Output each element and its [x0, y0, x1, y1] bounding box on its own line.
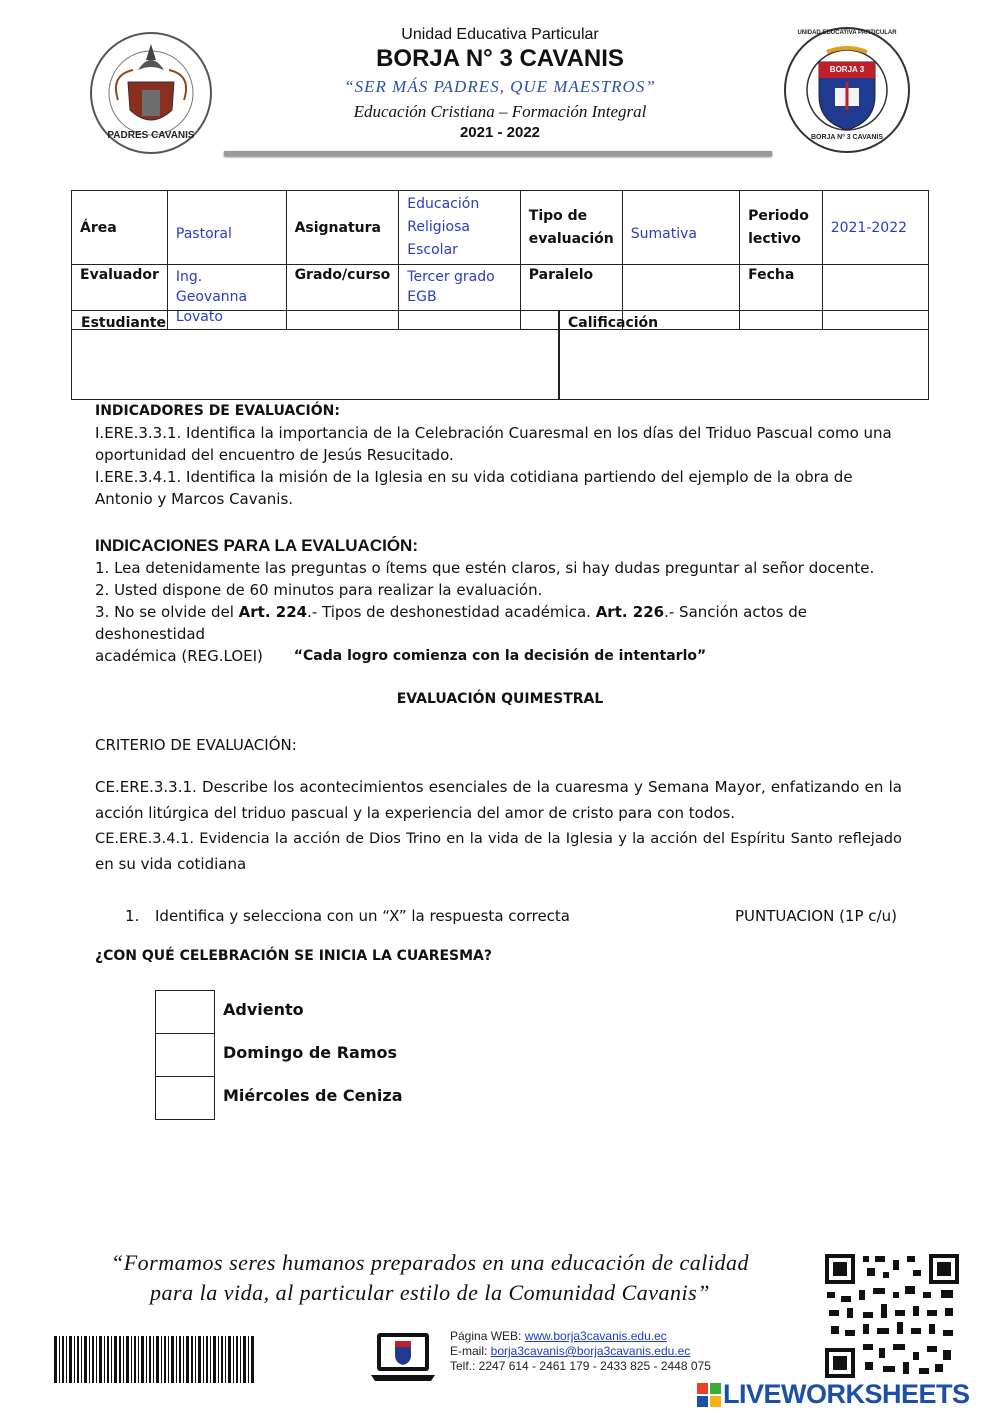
subject-value-cell [399, 191, 520, 265]
student-box[interactable] [71, 310, 559, 400]
footer-slogan-line-1: “Formamos seres humanos preparados en una educación de calidad [111, 1250, 749, 1275]
indicator-1-line-1: I.ERE.3.3.1. Identifica la importancia de la Celebración Cuaresmal en los días del Triduo Pascual como una [95, 424, 892, 442]
option-miercoles-de-ceniza-checkbox[interactable] [155, 1076, 215, 1120]
eval-type-value-cell [622, 191, 739, 265]
right-seal-bottom-text: BORJA Nº 3 CAVANIS [810, 134, 884, 141]
indicator-1-line-2: oportunidad del encuentro de Jesús Resucitado. [95, 446, 454, 464]
period-value: 2021-2022 [830, 219, 908, 236]
indicators-title: INDICADORES DE EVALUACIÓN: [95, 403, 340, 419]
grade-label: Grado/curso [294, 267, 391, 283]
instruction-3-article-226: Art. 226 [595, 603, 665, 621]
period-value-cell [822, 191, 928, 265]
instruction-1: 1. Lea detenidamente las preguntas o ítems que estén claros, si hay dudas preguntar al señor docente. [95, 559, 875, 577]
email-line [450, 1344, 711, 1359]
parallel-label: Paralelo [528, 267, 594, 283]
option-miercoles-de-ceniza-label: Miércoles de Ceniza [223, 1086, 403, 1105]
barcode-image [54, 1336, 254, 1383]
qr-code-image [823, 1252, 961, 1380]
grade-value-line-2: EGB [407, 289, 437, 305]
instructions-title: INDICACIONES PARA LA EVALUACIÓN: [95, 536, 418, 555]
left-seal-bottom-text: PADRES CAVANIS [107, 130, 195, 141]
subject-value-line-3: Escolar [407, 242, 458, 258]
header-divider [224, 151, 772, 156]
area-value-cell [167, 191, 286, 265]
eval-type-label-line-2: evaluación [528, 230, 614, 247]
liveworksheets-brand: LIVEWORKSHEETS [723, 1379, 970, 1409]
instruction-3 [95, 601, 915, 645]
question-1-number: 1. [125, 907, 140, 925]
evaluator-value-line-1: Ing. Geovanna [175, 269, 248, 305]
criteria-section [95, 775, 902, 877]
contact-block [450, 1329, 711, 1374]
eval-type-value: Sumativa [630, 225, 697, 242]
instruction-3-part-b: .- Tipos de deshonestidad académica. [307, 603, 596, 621]
left-seal-logo [88, 30, 214, 156]
web-line [450, 1329, 711, 1344]
score-box[interactable] [559, 310, 929, 400]
student-info-table [71, 190, 929, 330]
right-seal-shield-text: BORJA 3 [829, 65, 865, 74]
right-seal-top-text: UNIDAD EDUCATIVA PARTICULAR [797, 30, 897, 36]
option-adviento-label: Adviento [223, 1000, 304, 1019]
student-label: Estudiante [81, 315, 166, 331]
institution-line: Unidad Educativa Particular [401, 26, 599, 43]
criterion-1-line-2: acción litúrgica del triduo pascual y la experiencia del amor de cristo para con todos. [95, 803, 736, 822]
instruction-3-line-2: académica (REG.LOEI) [95, 647, 263, 665]
subject-value-line-1: Educación [407, 196, 480, 212]
instruction-3-article-224: Art. 224 [238, 603, 308, 621]
phone-line: Telf.: 2247 614 - 2461 179 - 2433 825 - 2448 075 [450, 1359, 711, 1373]
school-name: BORJA N° 3 CAVANIS [376, 45, 624, 72]
criteria-title: CRITERIO DE EVALUACIÓN: [95, 736, 297, 754]
question-1-points: PUNTUACION (1P c/u) [735, 907, 897, 925]
question-1-instruction: Identifica y selecciona con un “X” la respuesta correcta [155, 907, 570, 925]
motivational-quote: “Cada logro comienza con la decisión de intentarlo” [293, 648, 707, 664]
web-label: Página WEB: [450, 1329, 525, 1343]
indicator-2-line-1: I.ERE.3.4.1. Identifica la misión de la Iglesia en su vida cotidiana partiendo del ejemplo de la obra de [95, 468, 853, 486]
question-text: ¿CON QUÉ CELEBRACIÓN SE INICIA LA CUARESMA? [95, 948, 493, 964]
area-label: Área [80, 219, 117, 236]
period-label-line-1: Periodo [748, 207, 809, 224]
school-year: 2021 - 2022 [459, 124, 541, 141]
area-value: Pastoral [175, 225, 232, 242]
subject-value-line-2: Religiosa [407, 219, 470, 235]
exam-title: EVALUACIÓN QUIMESTRAL [396, 691, 604, 707]
subject-label: Asignatura [294, 219, 381, 236]
liveworksheets-logo-icon [697, 1383, 721, 1407]
eval-type-label-cell [520, 191, 622, 265]
period-label-line-2: lectivo [748, 230, 801, 247]
eval-type-label-line-1: Tipo de [528, 207, 588, 224]
indicator-2-line-2: Antonio y Marcos Cavanis. [95, 490, 294, 508]
subject-label-cell [286, 191, 399, 265]
email-link[interactable]: borja3cavanis@borja3cavanis.edu.ec [490, 1344, 691, 1358]
option-adviento-checkbox[interactable] [155, 990, 215, 1034]
right-seal-logo [783, 26, 911, 154]
date-label: Fecha [748, 267, 795, 283]
email-label: E-mail: [450, 1344, 491, 1358]
instruction-3-part-a: 3. No se olvide del [95, 603, 239, 621]
period-label-cell [740, 191, 823, 265]
area-label-cell [72, 191, 168, 265]
criterion-2-line-1: CE.ERE.3.4.1. Evidencia la acción de Dios Trino en la vida de la Iglesia y la acción del Espíritu Santo reflejado [95, 830, 902, 847]
grade-value-line-1: Tercer grado [407, 269, 495, 285]
indicators-section [95, 400, 915, 510]
criterion-2-line-2: en su vida cotidiana [95, 854, 247, 873]
school-motto: “SER MÁS PADRES, QUE MAESTROS” [344, 77, 656, 96]
evaluator-label: Evaluador [80, 267, 159, 283]
option-domingo-de-ramos-checkbox[interactable] [155, 1033, 215, 1077]
criterion-1-line-1: CE.ERE.3.3.1. Describe los acontecimientos esenciales de la cuaresma y Semana Mayor, enfatizando en la [95, 778, 902, 796]
laptop-icon [371, 1331, 435, 1383]
footer-slogan-line-2: para la vida, al particular estilo de la Comunidad Cavanis” [150, 1280, 710, 1305]
web-link[interactable]: www.borja3cavanis.edu.ec [524, 1329, 667, 1343]
score-label: Calificación [568, 315, 659, 331]
option-domingo-de-ramos-label: Domingo de Ramos [223, 1043, 398, 1062]
instruction-3-part-c: .- Sanción actos de deshonestidad [95, 603, 807, 643]
instruction-2: 2. Usted dispone de 60 minutos para realizar la evaluación. [95, 581, 543, 599]
evaluator-value-line-2: Lovato [175, 309, 223, 325]
school-subtitle: Educación Cristiana – Formación Integral [353, 102, 647, 121]
